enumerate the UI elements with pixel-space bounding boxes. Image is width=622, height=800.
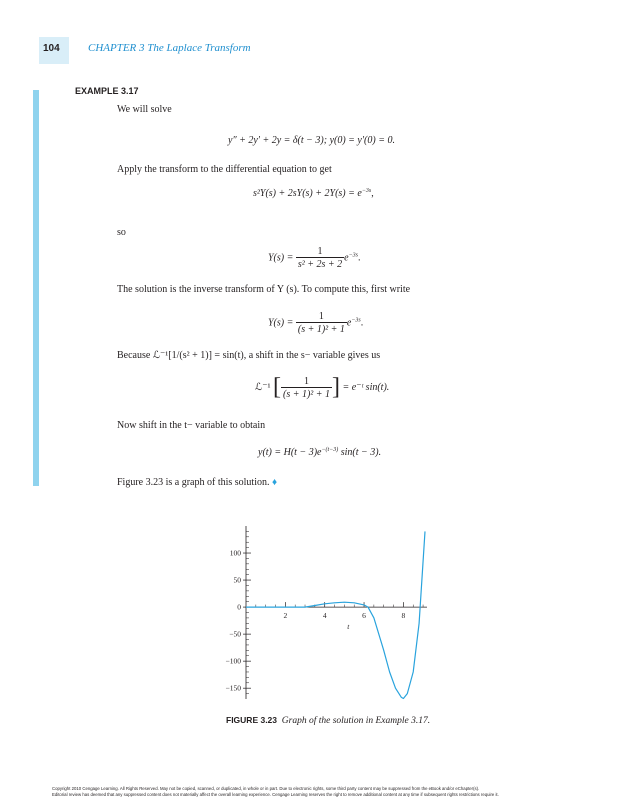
equation-inverse: ℒ⁻¹ [ $\frac{1}{\text{(s + 1)² + 1}}$ ] = e⁻ᵗ sin(t). — [255, 374, 390, 400]
shift-text: Now shift in the t− variable to obtain — [117, 420, 266, 431]
Y1-numerator: 1 — [317, 246, 323, 257]
x-tick-label: 4 — [322, 611, 327, 621]
solution-exponent: −(t−3) — [321, 447, 339, 453]
Y2-lhs: Y(s) = — [268, 317, 294, 329]
example-sidebar-bar — [33, 90, 39, 486]
solution-rhs: sin(t − 3). — [340, 447, 382, 458]
inverse-known: ℒ⁻¹[1/(s² + 1)] = sin(t) — [152, 350, 244, 361]
solution-lhs: y(t) = H(t − 3)e — [258, 447, 322, 458]
end-of-example-diamond-icon: ♦ — [272, 477, 278, 488]
x-tick-label: 2 — [283, 611, 288, 621]
Y1-exp-base: e — [344, 252, 349, 264]
figure-label: FIGURE 3.23 — [226, 715, 278, 725]
equation-solution — [258, 447, 381, 458]
y-tick-label: 100 — [229, 548, 241, 558]
Y2-exp-base: e — [346, 317, 352, 329]
Y2-numerator: 1 — [318, 311, 324, 322]
equation-Y1: Y(s) = $\frac{1}{\text{s² + 2s + 2}}$ $e^{-3s}$. — [268, 246, 361, 270]
because-prefix: Because — [117, 350, 151, 361]
apply-text: Apply the transform to the differential equation to get — [117, 164, 332, 175]
Y2-fraction — [296, 311, 347, 335]
copyright-line-1: Copyright 2010 Cengage Learning. All Rights Reserved. May not be copied, scanned, or duplicated, in whole or in part. Due to electronic rights, some third party content may be suppressed from the eBook and/or eChapter(s). — [52, 786, 480, 791]
copyright-line-2: Editorial review has deemed that any suppressed content does not materially affect the overall learning experience. Cengage Learning reserves the right to remove additional content at any time if subsequent rights restrictions require it. — [52, 792, 499, 797]
page-number: 104 — [43, 43, 60, 54]
solution-graph — [215, 520, 435, 708]
inverse-numerator: 1 — [304, 375, 309, 387]
x-axis-label: t — [347, 622, 350, 632]
figure-ref-text: Figure 3.23 is a graph of this solution. — [117, 477, 270, 488]
inverse-lhs: ℒ⁻¹ — [255, 381, 271, 393]
y-tick-label: −100 — [225, 656, 241, 666]
y-tick-label: 50 — [233, 575, 241, 585]
Y1-fraction — [296, 246, 344, 270]
y-tick-label: −50 — [229, 629, 241, 639]
Y1-lhs: Y(s) = — [268, 252, 294, 264]
Y2-exp-power: −3s — [351, 317, 361, 324]
transformed-lhs: s²Y(s) + 2sY(s) + 2Y(s) = e — [253, 188, 362, 199]
so-text: so — [117, 227, 126, 238]
because-suffix: , a shift in the s− variable gives us — [243, 350, 381, 361]
equation-ode: y″ + 2y′ + 2y = δ(t − 3); y(0) = y′(0) = 0. — [228, 135, 395, 146]
inverse-fraction — [281, 376, 332, 400]
y-tick-label: −150 — [225, 683, 241, 693]
inverse-rhs: = e⁻ᵗ sin(t). — [342, 381, 390, 393]
equation-Y2: Y(s) = $\frac{1}{\text{(s + 1)² + 1}}$ $e^{-3s}$. — [268, 311, 364, 335]
Y1-denominator: s² + 2s + 2 — [297, 259, 343, 270]
figure-caption — [226, 713, 446, 728]
chapter-title: CHAPTER 3 The Laplace Transform — [88, 42, 251, 54]
y-tick-label: 0 — [237, 602, 241, 612]
figure-ref-line — [117, 477, 277, 488]
because-line — [117, 350, 380, 361]
solution-text: The solution is the inverse transform of Y (s). To compute this, first write — [117, 284, 411, 295]
example-title: EXAMPLE 3.17 — [75, 86, 139, 96]
Y1-exp-power: −3s — [348, 252, 358, 259]
inverse-denominator: (s + 1)² + 1 — [282, 388, 331, 400]
Y2-denominator: (s + 1)² + 1 — [297, 324, 345, 335]
x-tick-label: 8 — [401, 611, 406, 621]
x-tick-label: 6 — [362, 611, 366, 621]
transformed-exponent: −3s — [361, 188, 372, 194]
equation-transformed: $s^2Y(s) + 2sY(s) + 2Y(s) = e^{-3s}$, — [253, 188, 374, 199]
solution-curve — [246, 531, 425, 698]
figure-caption-text: Graph of the solution in Example 3.17. — [281, 716, 431, 726]
example-intro: We will solve — [117, 104, 172, 115]
